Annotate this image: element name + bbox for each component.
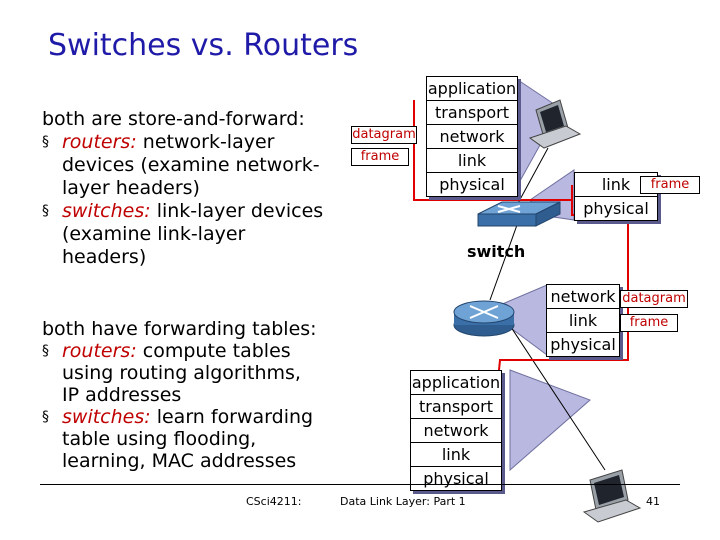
- bottom-host-stack: [410, 370, 502, 491]
- slide-title: Switches vs. Routers: [48, 28, 359, 63]
- layer-physical: physical: [583, 199, 649, 218]
- bullet-text: compute tables: [142, 340, 291, 362]
- bullet-text: headers): [62, 246, 147, 268]
- datagram-label: datagram: [620, 290, 688, 308]
- router-stack: [546, 284, 620, 357]
- layer-link: link: [575, 173, 657, 197]
- footer-rule: [40, 484, 680, 485]
- frame-label: frame: [351, 148, 409, 166]
- layer-transport: transport: [411, 395, 501, 419]
- term-switches: switches:: [62, 406, 151, 428]
- section-heading: both are store-and-forward:: [42, 108, 305, 130]
- page-number: 41: [646, 495, 660, 508]
- layer-link: link: [547, 309, 619, 333]
- layer-physical: physical: [550, 335, 616, 354]
- datagram-label: datagram: [352, 127, 416, 142]
- bullet-text: using routing algorithms,: [62, 362, 301, 384]
- computer-icon: [584, 470, 640, 522]
- layer-network: network: [427, 125, 517, 149]
- bullet-text: link-layer devices: [156, 200, 324, 222]
- term-routers: routers:: [62, 340, 137, 362]
- layer-transport: transport: [427, 101, 517, 125]
- host-projection-bottom: [510, 370, 590, 470]
- footer-subtitle: Data Link Layer: Part 1: [340, 495, 466, 508]
- term-routers: routers:: [62, 131, 137, 153]
- term-switches: switches:: [62, 200, 151, 222]
- layer-link: link: [427, 149, 517, 173]
- frame-label: frame: [640, 176, 700, 194]
- bullet-text: network-layer: [142, 131, 275, 153]
- bullet-text: learn forwarding: [156, 406, 314, 428]
- bullet-glyph: §: [42, 203, 49, 219]
- bullet-text: table using flooding,: [62, 428, 257, 450]
- switch-label: switch: [467, 242, 526, 261]
- layer-application: application: [411, 371, 501, 395]
- layer-physical: physical: [439, 175, 505, 194]
- layer-link: link: [411, 443, 501, 467]
- section-heading: both have forwarding tables:: [42, 318, 317, 340]
- footer-course: CSci4211:: [246, 495, 302, 508]
- link-line: [490, 225, 517, 300]
- layer-network: network: [547, 285, 619, 309]
- layer-physical: physical: [423, 469, 489, 488]
- bullet-glyph: §: [42, 134, 49, 150]
- router-icon: [454, 301, 514, 336]
- layer-application: application: [427, 77, 517, 101]
- switch-icon: [478, 202, 560, 226]
- bullet-glyph: §: [42, 343, 49, 359]
- layer-network: network: [411, 419, 501, 443]
- bullet-text: IP addresses: [62, 384, 182, 406]
- bullet-glyph: §: [42, 409, 49, 425]
- bullet-text: layer headers): [62, 177, 200, 199]
- bullet-text: learning, MAC addresses: [62, 450, 297, 472]
- bullet-text: (examine link-layer: [62, 223, 246, 245]
- bullet-text: devices (examine network-: [62, 154, 320, 176]
- frame-label: frame: [620, 314, 678, 332]
- top-host-stack: [426, 76, 518, 197]
